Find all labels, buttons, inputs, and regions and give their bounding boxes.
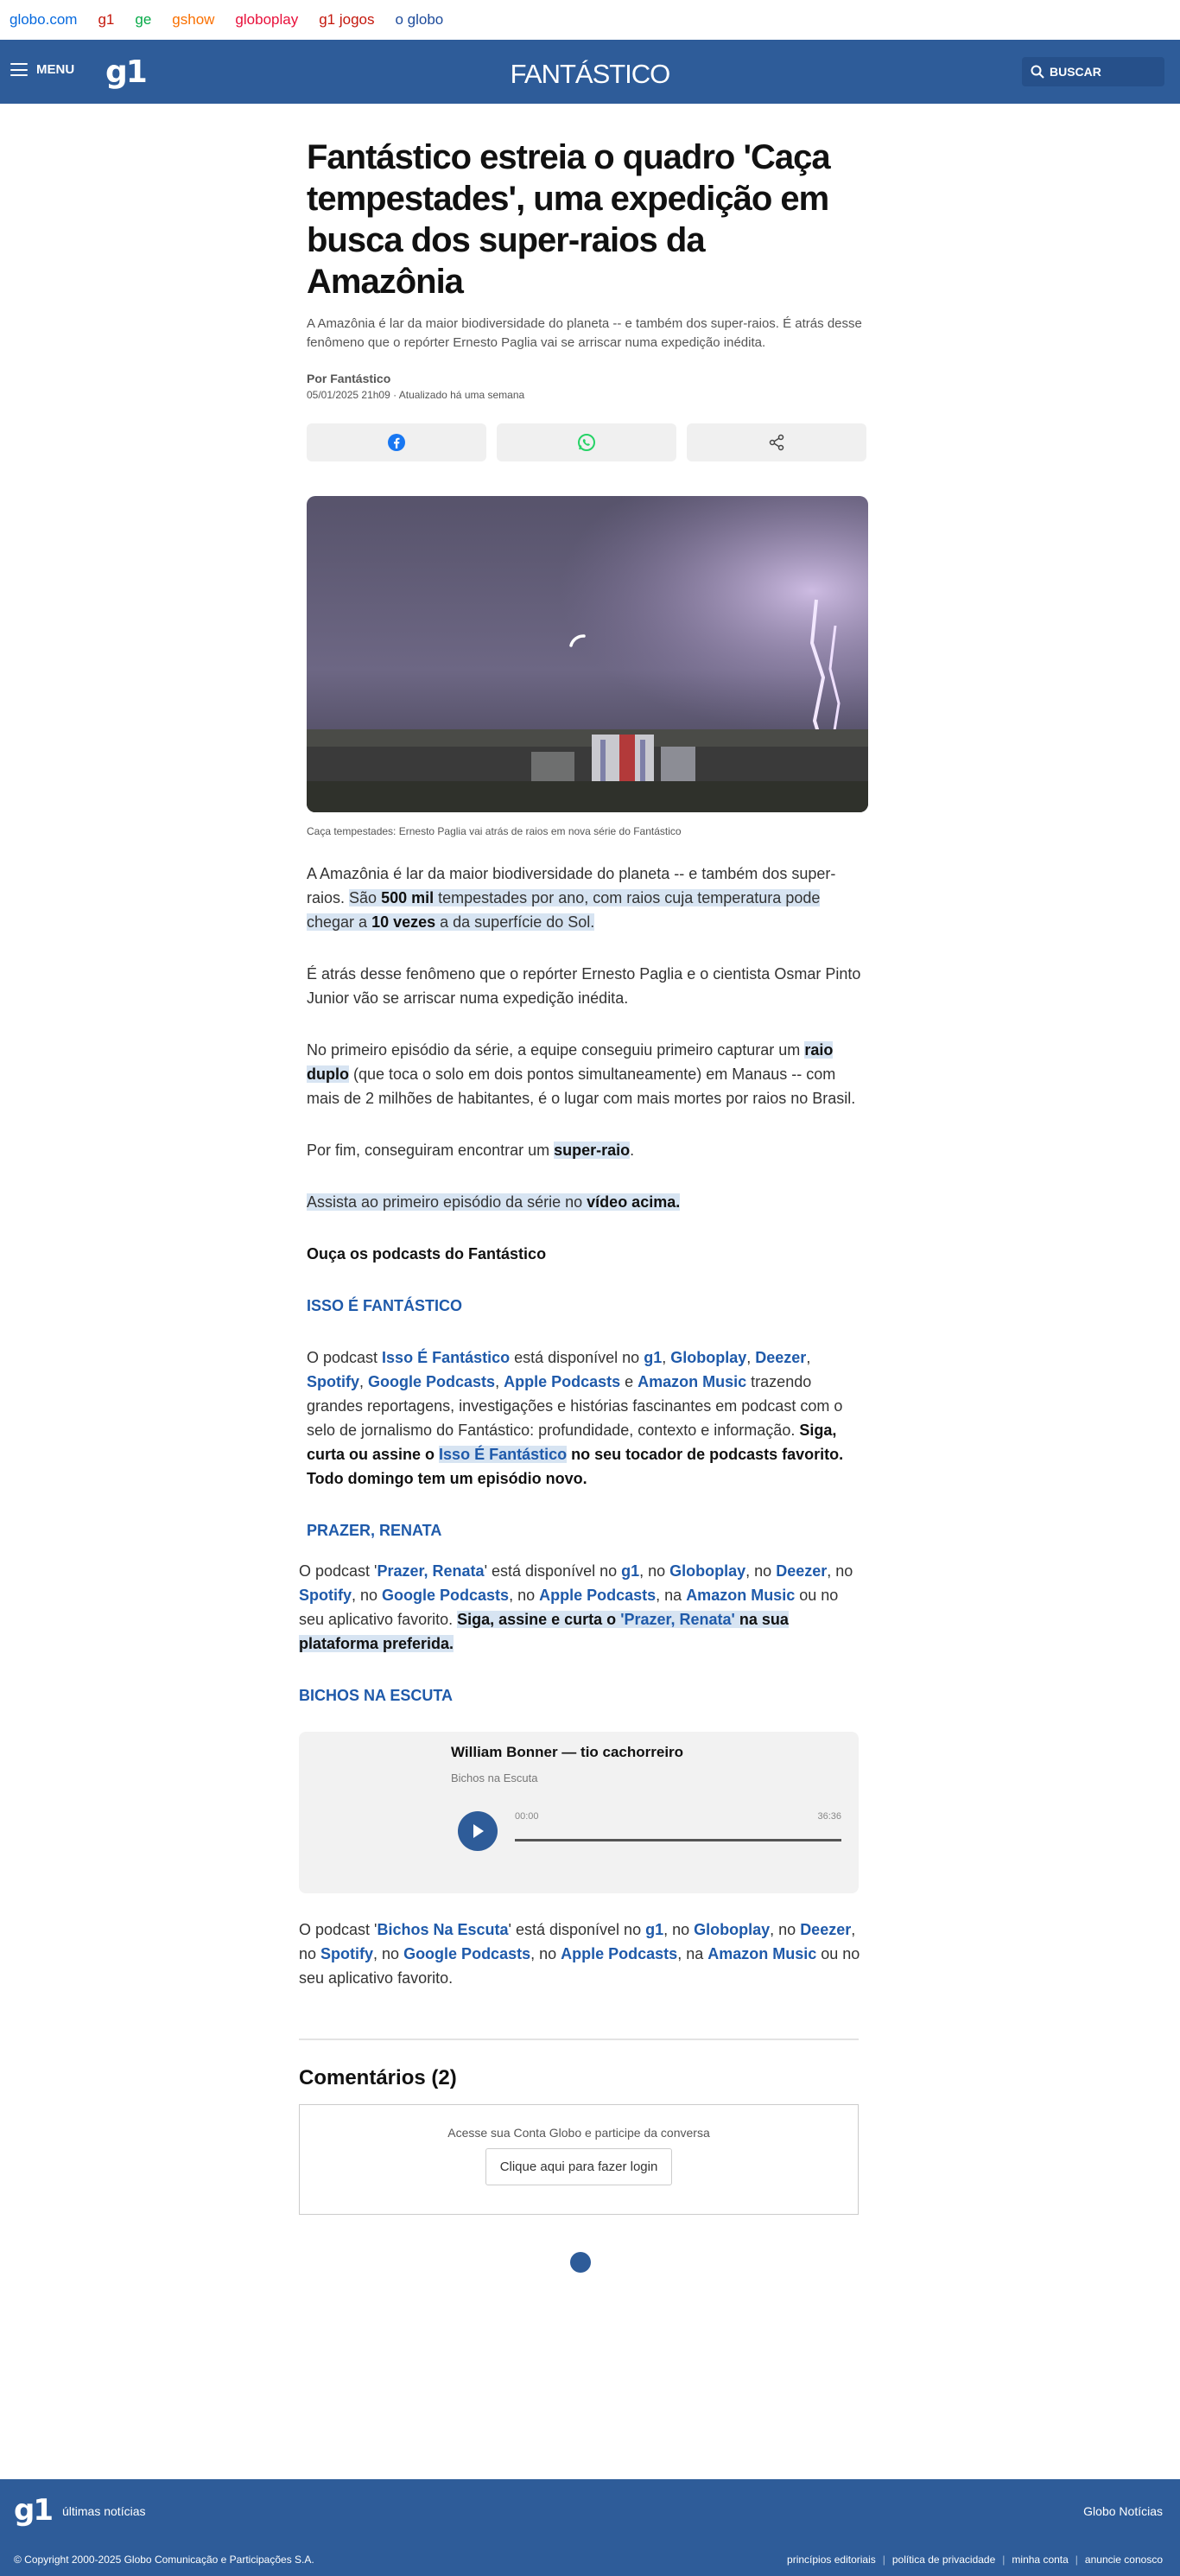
link-g1[interactable]: g1	[644, 1349, 663, 1366]
video-caption: Caça tempestades: Ernesto Paglia vai atrás de raios em nova série do Fantástico	[307, 825, 682, 837]
podcast-player	[299, 1732, 859, 1893]
play-icon	[471, 1823, 485, 1839]
footer-links	[787, 2554, 1163, 2566]
article-continued	[299, 1559, 860, 2215]
footer-separator: |	[1075, 2554, 1078, 2566]
paragraph-1: A Amazônia é lar da maior biodiversidade do planeta -- e também dos super-raios. São 500 mil tempestades por ano, com raios cuja temperatura pode chegar a 10 vezes a da superfície do Sol.	[307, 865, 836, 931]
comments-divider	[299, 2039, 859, 2040]
link-amazon-music[interactable]: Amazon Music	[638, 1373, 747, 1390]
share-whatsapp-button[interactable]	[497, 423, 676, 461]
network-link-globoplay[interactable]: globoplay	[235, 11, 299, 28]
link-google-podcasts[interactable]: Google Podcasts	[368, 1373, 496, 1390]
link-spotify[interactable]: Spotify	[299, 1587, 352, 1604]
link-prazer-renata[interactable]: Prazer, Renata	[377, 1562, 485, 1580]
episode-title: William Bonner — tio cachorreiro	[451, 1744, 684, 1760]
article-body	[307, 862, 868, 1542]
footer-separator: |	[1002, 2554, 1006, 2566]
article-title: Fantástico estreia o quadro 'Caça tempestades', uma expedição em busca dos super-raios da Amazônia	[307, 138, 830, 301]
paragraph-2: É atrás desse fenômeno que o repórter Ernesto Paglia e o cientista Osmar Pinto Junior vão se arriscar numa expedição inédita.	[307, 965, 861, 1007]
link-deezer[interactable]: Deezer	[776, 1562, 828, 1580]
article-author: Por Fantástico	[307, 372, 391, 385]
heading-bichos-na-escuta[interactable]: BICHOS NA ESCUTA	[299, 1687, 454, 1704]
link-deezer[interactable]: Deezer	[755, 1349, 807, 1366]
paragraph-bichos-na-escuta: O podcast 'Bichos Na Escuta' está disponível no g1, no Globoplay, no Deezer, no Spotify, no Google Podcasts, no Apple Podcasts, na Amazon Music ou no seu aplicativo favorito.	[299, 1921, 860, 1987]
footer-copyright: © Copyright 2000-2025 Globo Comunicação e Participações S.A.	[14, 2554, 314, 2566]
comments-hint: Acesse sua Conta Globo e participe da conversa	[447, 2126, 710, 2140]
heading-isso-e-fantastico[interactable]: ISSO É FANTÁSTICO	[307, 1297, 463, 1314]
network-link-g1-jogos[interactable]: g1 jogos	[319, 11, 375, 28]
footer-link-my-account[interactable]: minha conta	[1012, 2554, 1069, 2566]
menu-label: MENU	[36, 62, 75, 77]
link-deezer[interactable]: Deezer	[800, 1921, 852, 1938]
link-google-podcasts[interactable]: Google Podcasts	[382, 1587, 510, 1604]
share-icon	[767, 433, 786, 452]
paragraph-5: Assista ao primeiro episódio da série no vídeo acima.	[307, 1193, 681, 1211]
network-link-ge[interactable]: ge	[135, 11, 152, 28]
video-thumbnail	[307, 496, 868, 812]
play-button[interactable]	[458, 1811, 498, 1851]
link-bichos-na-escuta[interactable]: Bichos Na Escuta	[377, 1921, 509, 1938]
duration: 36:36	[817, 1811, 841, 1822]
footer-link-editorial-principles[interactable]: princípios editoriais	[787, 2554, 876, 2566]
site-header	[0, 40, 1180, 104]
footer-globo-noticias-link[interactable]: Globo Notícias	[1083, 2504, 1163, 2518]
footer-g1-logo[interactable]: g1	[14, 2493, 52, 2528]
share-bar	[307, 423, 868, 461]
link-isso-e-fantastico[interactable]: Isso É Fantástico	[382, 1349, 511, 1366]
network-link-o-globo[interactable]: o globo	[395, 11, 444, 28]
link-g1[interactable]: g1	[621, 1562, 640, 1580]
article-body-3	[299, 1918, 860, 1990]
site-footer	[0, 2479, 1180, 2576]
link-apple-podcasts[interactable]: Apple Podcasts	[539, 1587, 657, 1604]
link-globoplay[interactable]: Globoplay	[670, 1349, 747, 1366]
progress-bar[interactable]	[515, 1839, 841, 1841]
share-facebook-button[interactable]	[307, 423, 486, 461]
link-amazon-music[interactable]: Amazon Music	[686, 1587, 796, 1604]
podcast-show-name: Bichos na Escuta	[451, 1771, 538, 1784]
paragraph-prazer-renata: O podcast 'Prazer, Renata' está disponível no g1, no Globoplay, no Deezer, no Spotify, no Google Podcasts, no Apple Podcasts, na Amazon Music ou no seu aplicativo favorito. Siga, assine e curta o 'Prazer, Renata' na sua plataforma preferida.	[299, 1562, 853, 1652]
heading-prazer-renata[interactable]: PRAZER, RENATA	[307, 1522, 442, 1539]
link-spotify[interactable]: Spotify	[320, 1945, 374, 1962]
link-globoplay[interactable]: Globoplay	[669, 1562, 746, 1580]
share-more-button[interactable]	[687, 423, 866, 461]
network-link-g1[interactable]: g1	[98, 11, 115, 28]
paragraph-4: Por fim, conseguiram encontrar um super-raio.	[307, 1142, 635, 1159]
search-button[interactable]	[1022, 57, 1164, 86]
article-body-2	[299, 1559, 860, 1708]
footer-link-advertise[interactable]: anuncie conosco	[1084, 2554, 1163, 2566]
link-google-podcasts[interactable]: Google Podcasts	[403, 1945, 531, 1962]
paragraph-isso-e-fantastico: O podcast Isso É Fantástico está disponível no g1, Globoplay, Deezer, Spotify, Google Podcasts, Apple Podcasts e Amazon Music trazendo grandes reportagens, investigações e histórias fascinantes em podcast com o selo de jornalismo do Fantástico: profundidade, contexto e informação. Siga, curta ou assine o Isso É Fantástico no seu tocador de podcasts favorito. Todo domingo tem um episódio novo.	[307, 1349, 844, 1487]
comments-box	[299, 2104, 859, 2215]
video-player[interactable]	[307, 496, 868, 812]
search-label: BUSCAR	[1050, 65, 1101, 79]
paragraph-3: No primeiro episódio da série, a equipe conseguiu primeiro capturar um raio duplo (que toca o solo em dois pontos simultaneamente) em Manaus -- com mais de 2 milhões de habitantes, é o lugar com mais mortes por raios no Brasil.	[307, 1041, 856, 1107]
link-globoplay[interactable]: Globoplay	[694, 1921, 771, 1938]
link-apple-podcasts[interactable]: Apple Podcasts	[561, 1945, 678, 1962]
footer-separator: |	[882, 2554, 885, 2566]
article-subtitle: A Amazônia é lar da maior biodiversidade do planeta -- e também dos super-raios. É atrás desse fenômeno que o repórter Ernesto Paglia vai se arriscar numa expedição inédita.	[307, 316, 862, 350]
login-button[interactable]: Clique aqui para fazer login	[485, 2148, 673, 2185]
link-spotify[interactable]: Spotify	[307, 1373, 359, 1390]
link-amazon-music[interactable]: Amazon Music	[707, 1945, 817, 1962]
link-apple-podcasts[interactable]: Apple Podcasts	[504, 1373, 621, 1390]
link-prazer-renata-2[interactable]: 'Prazer, Renata'	[620, 1611, 735, 1628]
article-date: 05/01/2025 21h09 · Atualizado há uma semana	[307, 389, 525, 401]
network-link-globo[interactable]: globo.com	[10, 11, 78, 28]
search-icon	[1031, 65, 1044, 79]
podcasts-heading: Ouça os podcasts do Fantástico	[307, 1245, 547, 1263]
footer-latest-news-link[interactable]: últimas notícias	[62, 2504, 146, 2518]
current-time: 00:00	[515, 1811, 539, 1822]
network-link-gshow[interactable]: gshow	[172, 11, 215, 28]
loading-indicator	[570, 2252, 591, 2273]
section-title[interactable]: FANTÁSTICO	[510, 59, 670, 89]
comments-title: Comentários (2)	[299, 2066, 457, 2089]
link-isso-e-fantastico-2[interactable]: Isso É Fantástico	[439, 1446, 568, 1463]
facebook-icon	[387, 433, 406, 452]
globo-network-bar	[0, 0, 1180, 40]
footer-link-privacy-policy[interactable]: política de privacidade	[891, 2554, 996, 2566]
whatsapp-icon	[577, 433, 596, 452]
link-g1[interactable]: g1	[645, 1921, 664, 1938]
g1-logo[interactable]: g1	[105, 54, 146, 90]
article	[307, 104, 868, 1570]
